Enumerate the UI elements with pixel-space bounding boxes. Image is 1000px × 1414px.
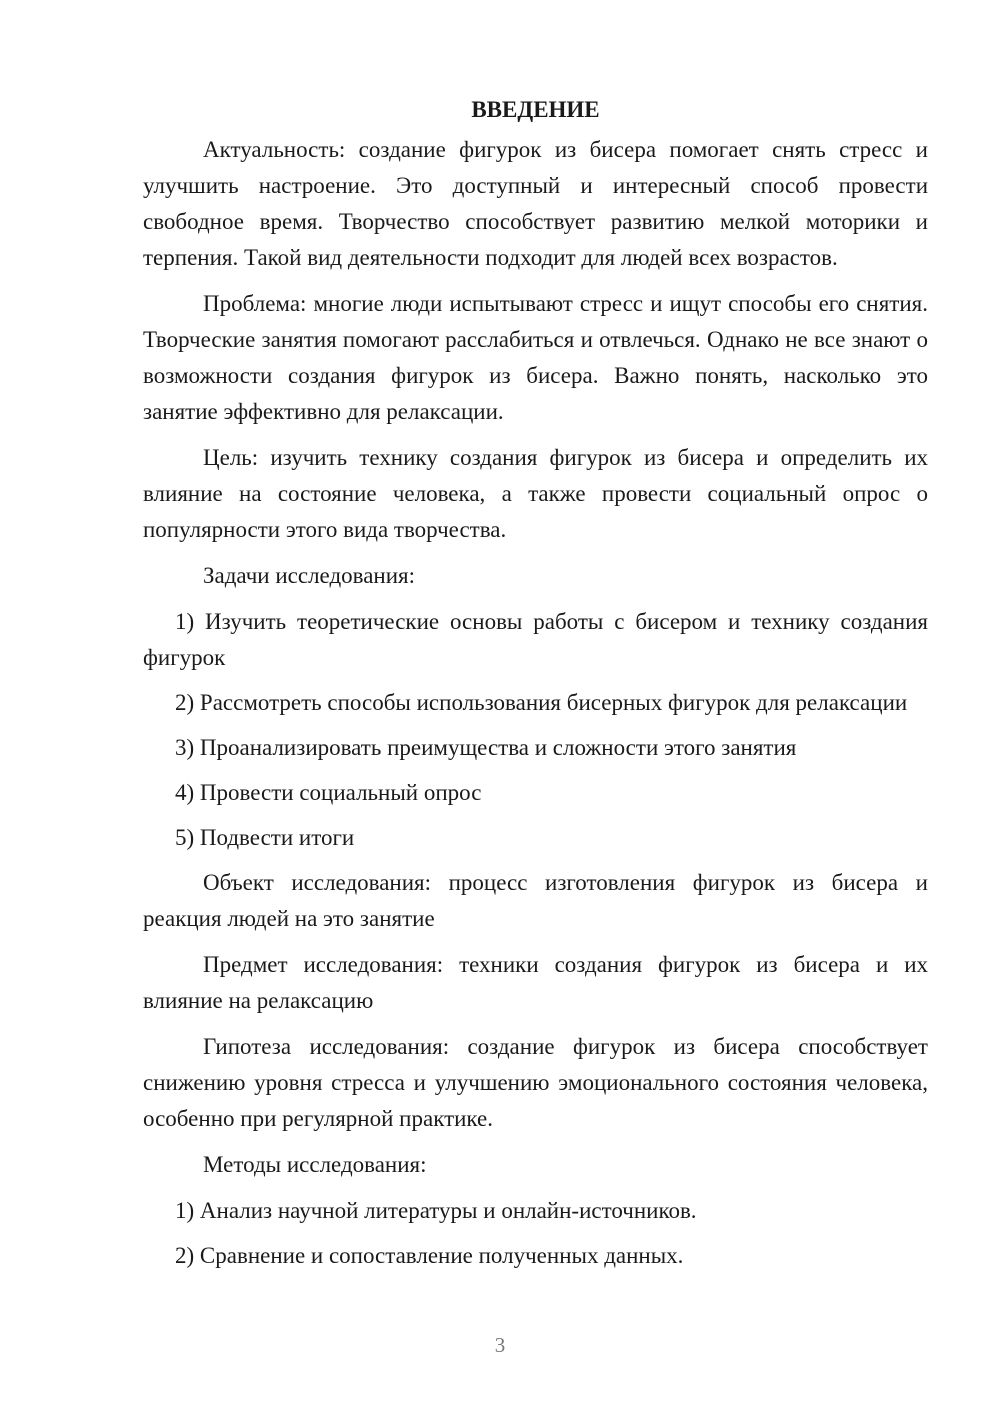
paragraph-subject: Предмет исследования: техники создания фигурок из бисера и их влияние на релаксацию: [143, 952, 928, 1013]
paragraph-goal: Цель: изучить технику создания фигурок из бисера и определить их влияние на состояние человека, а также провести социальный опрос о популярности этого вида творчества.: [143, 445, 928, 542]
page-content: [143, 92, 928, 1283]
paragraph-hypothesis: Гипотеза исследования: создание фигурок из бисера способствует снижению уровня стресса и улучшению эмоционального состояния человека, особенно при регулярной практике.: [143, 1034, 928, 1131]
paragraph-relevance: Актуальность: создание фигурок из бисера помогает снять стресс и улучшить настроение. Это доступный и интересный способ провести свободное время. Творчество способствует развитию мелкой моторики и терпения. Такой вид деятельности подходит для людей всех возрастов.: [143, 137, 928, 270]
section-title: ВВЕДЕНИЕ: [471, 97, 600, 122]
task-item: 3) Проанализировать преимущества и сложности этого занятия: [175, 735, 797, 760]
methods-heading: Методы исследования:: [203, 1152, 427, 1177]
task-item: 1) Изучить теоретические основы работы с бисером и технику создания фигурок: [143, 609, 928, 670]
paragraph-object: Объект исследования: процесс изготовления фигурок из бисера и реакция людей на это занятие: [143, 870, 928, 931]
method-item: 1) Анализ научной литературы и онлайн-источников.: [175, 1198, 697, 1223]
paragraph-problem: Проблема: многие люди испытывают стресс и ищут способы его снятия. Творческие занятия помогают расслабиться и отвлечься. Однако не все знают о возможности создания фигурок из бисера. Важно понять, насколько это занятие эффективно для релаксации.: [143, 291, 928, 424]
method-item: 2) Сравнение и сопоставление полученных данных.: [175, 1243, 684, 1268]
task-item: 4) Провести социальный опрос: [175, 780, 482, 805]
tasks-heading: Задачи исследования:: [203, 563, 416, 588]
task-item: 5) Подвести итоги: [175, 825, 355, 850]
page-number: 3: [494, 1333, 506, 1357]
task-item: 2) Рассмотреть способы использования бисерных фигурок для релаксации: [175, 690, 908, 715]
